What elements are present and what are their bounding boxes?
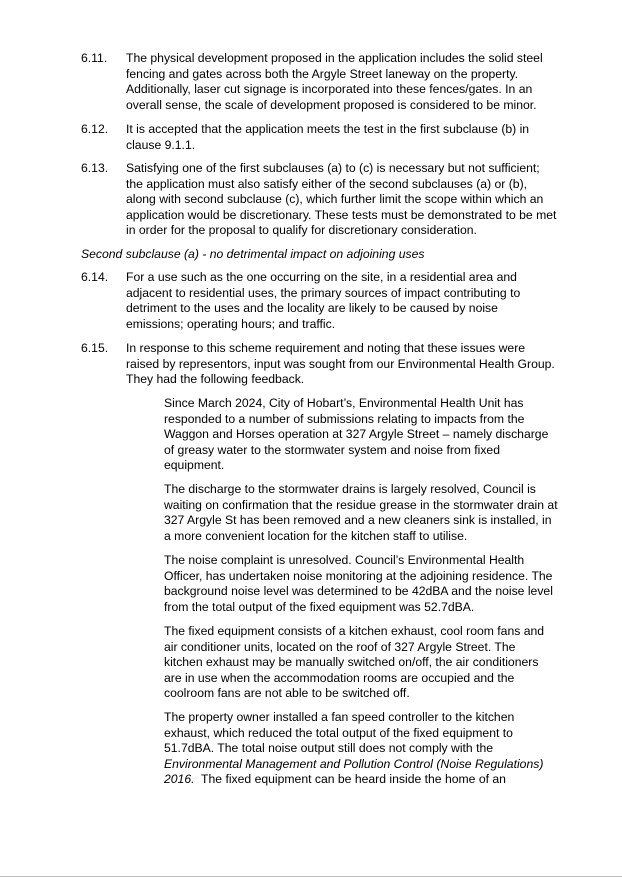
paragraph-number: 6.11. xyxy=(81,51,108,65)
text-line: coolroom fans are not able to be switched off. xyxy=(164,686,410,701)
text-line: The fixed equipment consists of a kitchen exhaust, cool room fans and xyxy=(164,624,545,638)
text-line: They had the following feedback. xyxy=(126,372,305,387)
text-line: For a use such as the one occurring on the site, in a residential area and xyxy=(126,270,517,284)
quoted-feedback-2 xyxy=(164,482,576,544)
paragraph-text xyxy=(126,161,578,239)
text-line: adjacent to residential uses, the primary sources of impact contributing to xyxy=(126,285,521,300)
paragraph-number: 6.12. xyxy=(81,122,109,136)
section-subheading: Second subclause (a) - no detrimental impact on adjoining uses xyxy=(81,247,425,261)
text-line: fencing and gates across both the Argyle Street laneway on the property. xyxy=(126,66,519,81)
paragraph-text xyxy=(126,270,578,332)
text-line: the application must also satisfy either of the second subclauses (a) or (b), xyxy=(126,176,528,191)
regulation-year: 2016. xyxy=(164,772,195,787)
paragraph-text xyxy=(126,51,578,113)
text-line: along with second subclause (c), which further limit the scope within which an xyxy=(126,192,544,207)
text-line: a more convenient location for the kitchen staff to utilise. xyxy=(164,528,468,543)
text-line: The noise complaint is unresolved. Council’s Environmental Health xyxy=(164,553,525,567)
quoted-feedback-1 xyxy=(164,396,576,474)
quoted-feedback-3 xyxy=(164,553,576,615)
paragraph-number: 6.14. xyxy=(81,270,109,284)
paragraph-text xyxy=(126,341,578,388)
text-line: Additionally, laser cut signage is incorporated into these fences/gates. In an xyxy=(126,82,533,97)
text-line: Waggon and Horses operation at 327 Argyle Street – namely discharge xyxy=(164,427,549,442)
text-line: equipment. xyxy=(164,458,225,473)
text-fragment: The fixed equipment can be heard inside the home of an xyxy=(194,772,506,787)
text-line: emissions; operating hours; and traffic. xyxy=(126,316,336,331)
quoted-feedback-4 xyxy=(164,624,576,702)
text-line: waiting on confirmation that the residue grease in the stormwater drain at xyxy=(164,497,558,512)
regulation-title: Environmental Management and Pollution Control (Noise Regulations) xyxy=(164,756,544,771)
text-line: Since March 2024, City of Hobart’s, Environmental Health Unit has xyxy=(164,396,524,410)
text-line: The property owner installed a fan speed controller to the kitchen xyxy=(164,710,515,724)
paragraph-number: 6.13. xyxy=(81,161,109,175)
text-line: background noise level was determined to be 42dBA and the noise level xyxy=(164,584,553,599)
text-line xyxy=(164,772,576,788)
text-line: 51.7dBA. The total noise output still does not comply with the xyxy=(164,741,494,756)
text-line: Satisfying one of the first subclauses (a) to (c) is necessary but not sufficient; xyxy=(126,161,540,175)
text-line: are in use when the accommodation rooms are occupied and the xyxy=(164,670,515,685)
text-line: raised by representors, input was sought from our Environmental Health Group. xyxy=(126,356,555,371)
text-line: It is accepted that the application meets the test in the first subclause (b) in xyxy=(126,122,530,136)
text-line: detriment to the uses and the locality are likely to be caused by noise xyxy=(126,301,498,316)
text-line: from the total output of the fixed equipment was 52.7dBA. xyxy=(164,599,475,614)
paragraph-number: 6.15. xyxy=(81,341,109,355)
text-line: exhaust, which reduced the total output of the fixed equipment to xyxy=(164,725,513,740)
quoted-feedback-5 xyxy=(164,710,576,788)
text-line: application would be discretionary. These tests must be demonstrated to be met xyxy=(126,207,557,222)
page-bottom-border xyxy=(0,876,622,877)
text-line: In response to this scheme requirement and noting that these issues were xyxy=(126,341,526,355)
paragraph-text xyxy=(126,122,578,153)
text-line: The discharge to the stormwater drains is largely resolved, Council is xyxy=(164,482,536,496)
text-line: of greasy water to the stormwater system and noise from fixed xyxy=(164,442,500,457)
text-line xyxy=(164,757,576,773)
text-line: 327 Argyle St has been removed and a new cleaners sink is installed, in xyxy=(164,513,552,528)
text-line: Officer, has undertaken noise monitoring at the adjoining residence. The xyxy=(164,568,553,583)
text-line: responded to a number of submissions relating to impacts from the xyxy=(164,411,525,426)
text-line: overall sense, the scale of development proposed is considered to be minor. xyxy=(126,97,537,112)
text-line: air conditioner units, located on the roof of 327 Argyle Street. The xyxy=(164,639,516,654)
text-line: clause 9.1.1. xyxy=(126,137,196,152)
text-line: in order for the proposal to qualify for discretionary consideration. xyxy=(126,223,477,238)
text-line: kitchen exhaust may be manually switched on/off, the air conditioners xyxy=(164,655,539,670)
text-line: The physical development proposed in the application includes the solid steel xyxy=(126,51,543,65)
